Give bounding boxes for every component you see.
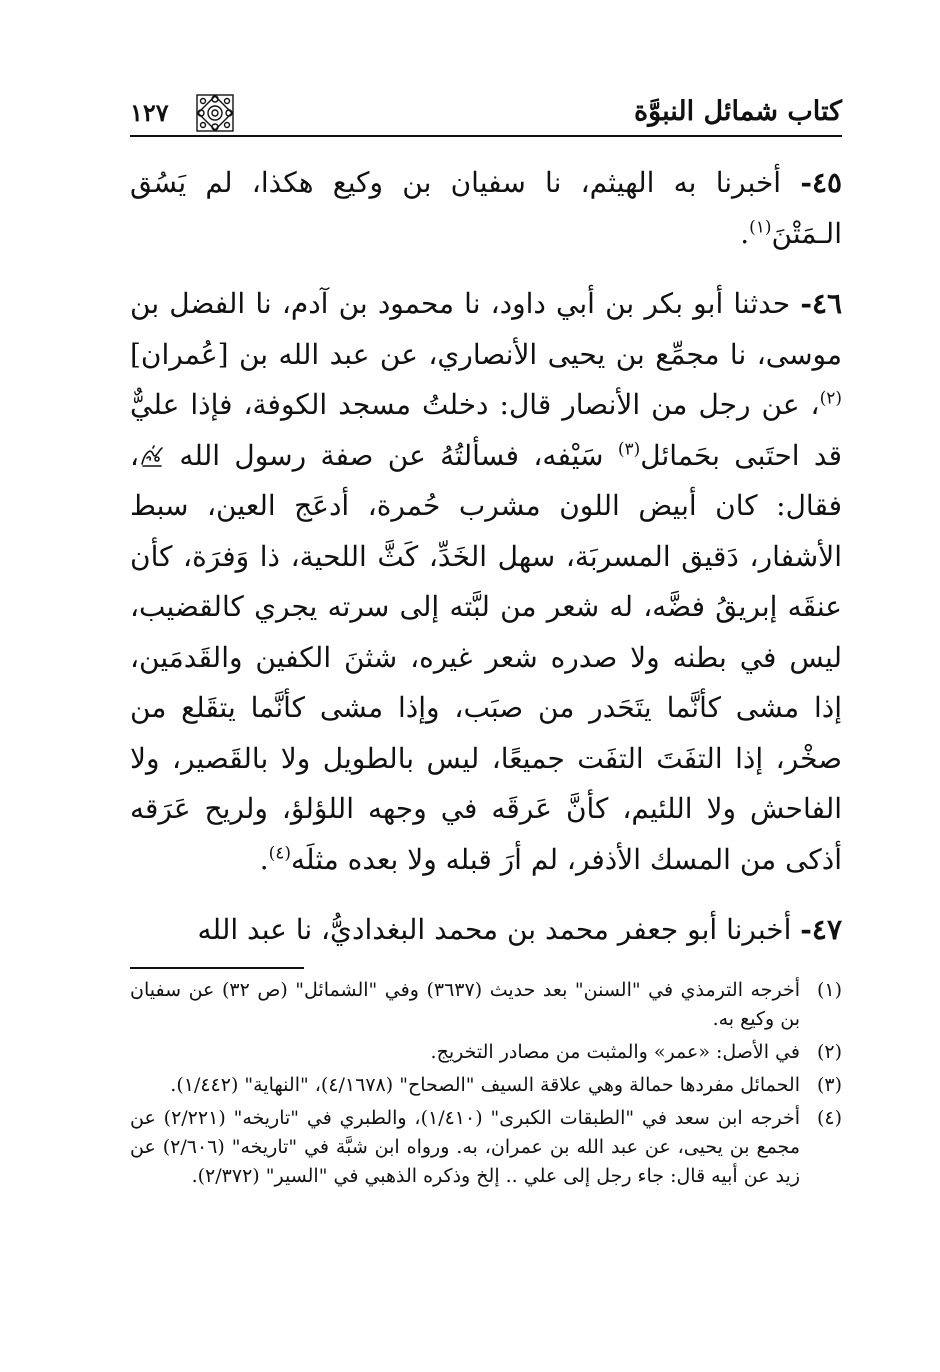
punctuation: . <box>740 216 750 250</box>
hadith-45 <box>130 158 842 259</box>
footnote-number: (٢) <box>816 1041 842 1063</box>
note-ref: (٢) <box>819 388 842 409</box>
hadith-text: ، عن رجل من الأنصار قال: دخلتُ مسجد الكوفة، فإذا عليٌّ قد احتَبى بحَمائل <box>130 388 842 472</box>
hadith-number: ٤٦- <box>800 287 843 320</box>
hadith-text: أخبرنا به الهيثم، نا سفيان بن وكيع هكذا، لم يَسُق الـمَتْنَ <box>130 166 842 250</box>
page-number: ١٢٧ <box>130 98 169 127</box>
main-text <box>130 158 842 976</box>
hadith-number: ٤٥- <box>800 166 843 199</box>
book-title: كتاب شمائل النبوَّة <box>634 96 842 127</box>
footnote-4 <box>130 1104 842 1191</box>
header-rule <box>130 135 842 137</box>
footnote-rule <box>130 967 304 969</box>
footnote-1 <box>130 976 842 1034</box>
note-ref: (٤) <box>268 843 292 864</box>
footnote-number: (١) <box>816 979 842 1001</box>
footnote-text: في الأصل: «عمر» والمثبت من مصادر التخريج. <box>430 1041 800 1063</box>
hadith-text: حدثنا أبو بكر بن أبي داود، نا محمود بن آدم، نا الفضل بن موسى، نا مجمِّع بن يحيى الأنصاري، عن عبد الله بن [عُمران] <box>130 287 842 371</box>
salawat-calligraphy-icon <box>139 444 165 470</box>
footnotes <box>130 976 842 1195</box>
punctuation: . <box>259 842 269 876</box>
hadith-number: ٤٧- <box>800 913 842 946</box>
footnote-number: (٤) <box>816 1107 842 1129</box>
page-header <box>130 92 842 136</box>
note-ref: (٣) <box>617 439 641 460</box>
note-ref: (١) <box>749 217 772 238</box>
hadith-text: أخبرنا أبو جعفر محمد بن محمد البغداديُّ، نا عبد الله <box>197 913 792 946</box>
footnote-text: أخرجه ابن سعد في "الطبقات الكبرى" (١/٤١٠)، والطبري في "تاريخه" (٢/٢٢١) عن مجمع بن يحيى، عن عبد الله بن عمران، به. ورواه ابن شبَّة في "تاريخه" (٢/٦٠٦) عن زيد عن أبيه قال: جاء رجل إلى علي .. إلخ وذكره الذهبي في "السير" (٢/٣٧٢). <box>130 1107 800 1187</box>
hadith-text: ، فقال: كان أبيض اللون مشرب حُمرة، أدعَج العين، سبط الأشفار، دَقيق المسربَة، سهل الخَدِّ، كَثَّ اللحية، ذا وَفرَة، كأن عنقَه إبريقُ فضَّه، له شعر من لبَّته إلى سرته يجري كالقضيب، ليس في بطنه ولا صدره شعر غيره، شثنَ الكفين والقَدمَين، إذا مشى كأنَّما يتَحَدر من صبَب، وإذا مشى كأنَّما يتقَلع من صخْر، إذا التفَتَ التفَت جميعًا، ليس بالطويل ولا بالقَصير، ولا الفاحش ولا اللئيم، كأنَّ عَرقَه في وجهه اللؤلؤ، ولريح عَرَقه أذكى من المسك الأذفر، لم أرَ قبله ولا بعده مثلَه <box>130 438 842 876</box>
footnote-number: (٣) <box>816 1074 842 1096</box>
footnote-2 <box>130 1038 842 1067</box>
floral-rosette-icon <box>194 92 236 134</box>
footnote-text: أخرجه الترمذي في "السنن" بعد حديث (٣٦٣٧) وفي "الشمائل" (ص ٣٢) عن سفيان بن وكيع به. <box>130 979 800 1030</box>
footnote-3 <box>130 1071 842 1100</box>
hadith-text: سَيْفه، فسألتُهُ عن صفة رسول الله <box>179 438 618 472</box>
hadith-47 <box>130 905 842 956</box>
footnote-text: الحمائل مفردها حمالة وهي علاقة السيف "الصحاح" (٤/١٦٧٨)، "النهاية" (١/٤٤٢). <box>170 1074 800 1096</box>
hadith-46 <box>130 279 842 885</box>
